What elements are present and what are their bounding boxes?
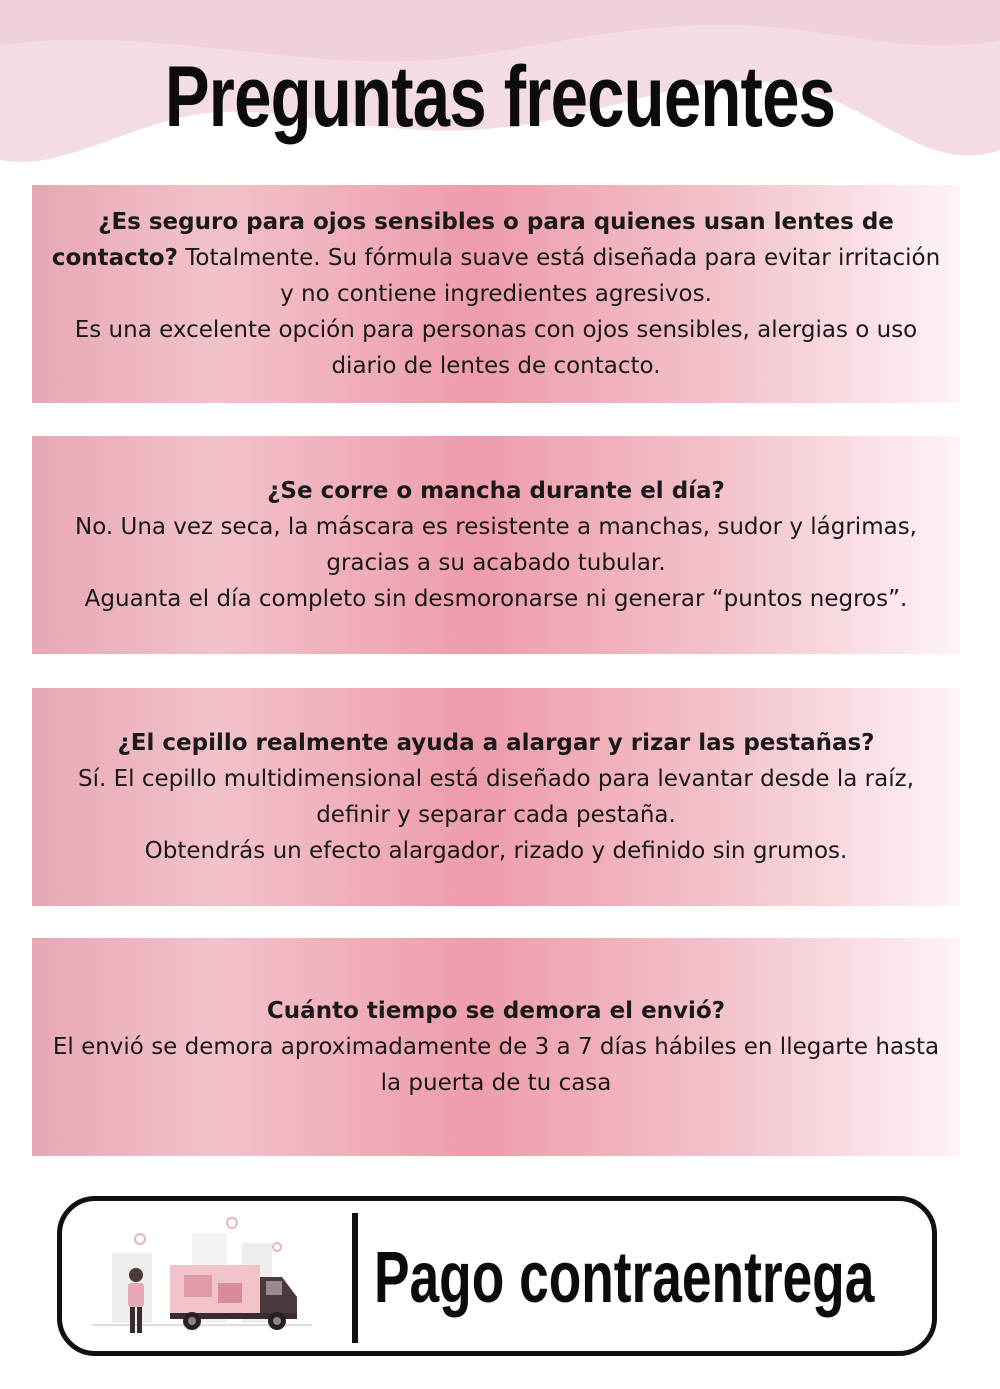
faq-card-4: [32, 938, 960, 1156]
faq-question: ¿Es seguro para ojos sensibles o para quienes usan lentes de contacto?: [51, 209, 894, 271]
cash-on-delivery-label: Pago contraentrega: [374, 1238, 875, 1318]
faq-text: [50, 725, 942, 869]
banner-divider: [352, 1213, 358, 1343]
faq-answer-line: Es una excelente opción para personas con ojos sensibles, alergias o uso diario de lentes de contacto.: [74, 317, 918, 379]
faq-text: [50, 204, 942, 384]
faq-answer-line: Aguanta el día completo sin desmoronarse ni generar “puntos negros”.: [84, 586, 908, 612]
cash-on-delivery-banner: [57, 1196, 937, 1356]
faq-card-1: [32, 185, 960, 403]
faq-question: Cuánto tiempo se demora el envió?: [266, 998, 726, 1024]
faq-answer-line: El envió se demora aproximadamente de 3 a 7 días hábiles en llegarte hasta la puerta de tu casa: [52, 1034, 940, 1096]
page-title: Preguntas frecuentes: [164, 49, 836, 145]
faq-question: ¿El cepillo realmente ayuda a alargar y rizar las pestañas?: [117, 730, 875, 756]
faq-text: [50, 473, 942, 617]
faq-card-3: [32, 688, 960, 906]
faq-answer-inline: Totalmente. Su fórmula suave está diseñada para evitar irritación y no contiene ingredientes agresivos.: [177, 245, 941, 307]
delivery-truck-icon: [92, 1213, 312, 1343]
faq-answer-line: Obtendrás un efecto alargador, rizado y definido sin grumos.: [144, 838, 848, 864]
faq-text: [50, 993, 942, 1101]
faq-answer-line: Sí. El cepillo multidimensional está diseñado para levantar desde la raíz, definir y separar cada pestaña.: [77, 766, 915, 828]
faq-card-2: [32, 436, 960, 654]
faq-answer-line: No. Una vez seca, la máscara es resistente a manchas, sudor y lágrimas, gracias a su acabado tubular.: [74, 514, 917, 576]
faq-question: ¿Se corre o mancha durante el día?: [267, 478, 725, 504]
